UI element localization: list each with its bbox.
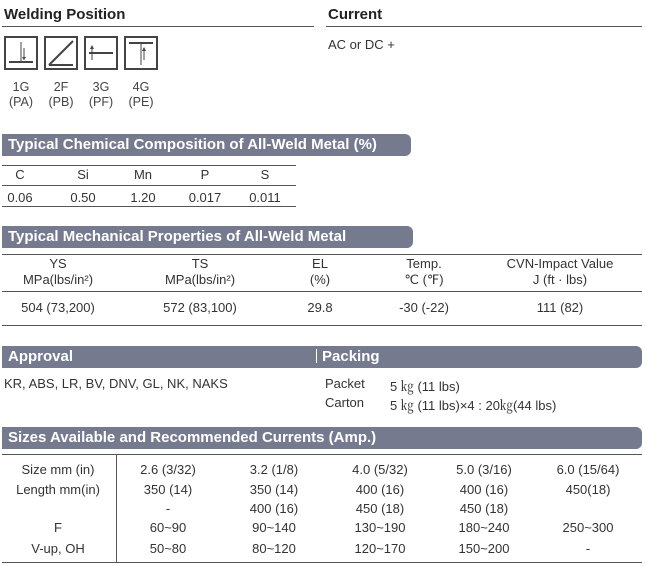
- chemical-header-line: [2, 165, 296, 166]
- length-5-0-a: 400 (16): [459, 482, 509, 497]
- sizes-row-label-size: Size mm (in): [21, 462, 95, 477]
- chem-header-mn: Mn: [133, 167, 153, 182]
- position-1g-label: 1G (PA): [8, 80, 34, 109]
- chemical-title: Typical Chemical Composition of All-Weld Metal (%): [8, 136, 377, 153]
- position-3g-label: 3G (PF): [88, 80, 114, 109]
- chem-value-c: 0.06: [7, 190, 33, 205]
- size-4-0: 4.0 (5/32): [352, 462, 408, 477]
- mech-value-temp: -30 (-22): [399, 300, 449, 315]
- packing-divider: [316, 349, 317, 363]
- size-5-0: 5.0 (3/16): [456, 462, 512, 477]
- current-vup-2-6: 50~80: [149, 541, 187, 556]
- chem-value-mn: 1.20: [130, 190, 156, 205]
- current-f-4-0: 130~190: [354, 520, 406, 535]
- mech-header-ts: TS MPa(lbs/in²): [164, 256, 236, 287]
- position-4g-label: 4G (PE): [128, 80, 154, 109]
- vertical-up-icon: [84, 36, 118, 70]
- current-vup-5-0: 150~200: [458, 541, 510, 556]
- sizes-row-label-f: F: [54, 520, 62, 535]
- mechanical-title: Typical Mechanical Properties of All-Weld Metal: [8, 228, 347, 245]
- welding-position-title: Welding Position: [4, 6, 126, 23]
- length-4-0-a: 400 (16): [355, 482, 405, 497]
- chem-header-si: Si: [77, 167, 89, 182]
- chem-header-s: S: [260, 167, 270, 182]
- mech-value-el: 29.8: [307, 300, 333, 315]
- size-3-2: 3.2 (1/8): [249, 462, 299, 477]
- mech-value-ts: 572 (83,100): [163, 300, 237, 315]
- sizes-top-line: [2, 454, 642, 455]
- mechanical-bottom-line: [2, 325, 642, 326]
- chem-header-c: C: [15, 167, 25, 182]
- packing-carton-value: 5 ㎏ (11 lbs)×4 : 20㎏(44 lbs): [390, 398, 557, 413]
- packing-carton-label: Carton: [325, 395, 365, 410]
- current-f-2-6: 60~90: [149, 520, 187, 535]
- sizes-title: Sizes Available and Recommended Currents (Amp.): [8, 429, 377, 446]
- length-2-6-b: -: [165, 501, 171, 516]
- current-f-6-0: 250~300: [562, 520, 614, 535]
- chemical-mid-line: [2, 185, 296, 186]
- chem-value-p: 0.017: [188, 190, 222, 205]
- chem-value-s: 0.011: [249, 190, 281, 205]
- length-4-0-b: 450 (18): [355, 501, 405, 516]
- mech-header-el: EL (%): [309, 256, 331, 287]
- size-6-0: 6.0 (15/64): [556, 462, 620, 477]
- mech-value-ys: 504 (73,200): [21, 300, 95, 315]
- length-5-0-b: 450 (18): [459, 501, 509, 516]
- current-value: AC or DC +: [328, 37, 395, 52]
- sizes-row-label-vup: V-up, OH: [31, 541, 85, 556]
- overhead-icon: [124, 36, 158, 70]
- chem-value-si: 0.50: [70, 190, 96, 205]
- packing-packet-label: Packet: [325, 376, 365, 391]
- current-f-3-2: 90~140: [252, 520, 296, 535]
- sizes-row-label-length: Length mm(in): [16, 482, 100, 497]
- current-vup-4-0: 120~170: [354, 541, 406, 556]
- chemical-bottom-line: [2, 206, 296, 207]
- mechanical-header-line: [2, 254, 642, 255]
- chem-header-p: P: [200, 167, 210, 182]
- packing-title-wrap: [316, 346, 380, 368]
- length-3-2-b: 400 (16): [249, 501, 299, 516]
- current-divider: [326, 26, 642, 27]
- position-2f-label: 2F (PB): [48, 80, 74, 109]
- length-2-6-a: 350 (14): [143, 482, 193, 497]
- chemical-banner: [2, 134, 411, 156]
- mech-header-ys: YS MPa(lbs/in²): [22, 256, 94, 287]
- packing-title: Packing: [322, 348, 380, 365]
- current-vup-6-0: -: [585, 541, 591, 556]
- approval-title: Approval: [8, 348, 74, 365]
- current-vup-3-2: 80~120: [252, 541, 296, 556]
- mech-header-temp: Temp. ℃ (℉): [404, 256, 444, 287]
- approval-value: KR, ABS, LR, BV, DNV, GL, NK, NAKS: [4, 376, 228, 391]
- sizes-vertical-line: [116, 454, 117, 562]
- horizontal-fillet-icon: [44, 36, 78, 70]
- length-3-2-a: 350 (14): [249, 482, 299, 497]
- mech-value-cvn: 111 (82): [536, 300, 584, 315]
- sizes-bottom-line: [2, 562, 642, 563]
- welding-position-divider: [2, 26, 314, 27]
- sizes-banner: [2, 427, 642, 449]
- current-title: Current: [328, 6, 383, 23]
- current-f-5-0: 180~240: [458, 520, 510, 535]
- packing-packet-value: 5 ㎏ (11 lbs): [390, 379, 460, 394]
- length-6-0-a: 450(18): [565, 482, 611, 497]
- mechanical-mid-line: [2, 291, 642, 292]
- flat-position-icon: [4, 36, 38, 70]
- mechanical-banner: [2, 226, 413, 248]
- mech-header-cvn: CVN-Impact Value J (ft · lbs): [506, 256, 614, 287]
- size-2-6: 2.6 (3/32): [140, 462, 196, 477]
